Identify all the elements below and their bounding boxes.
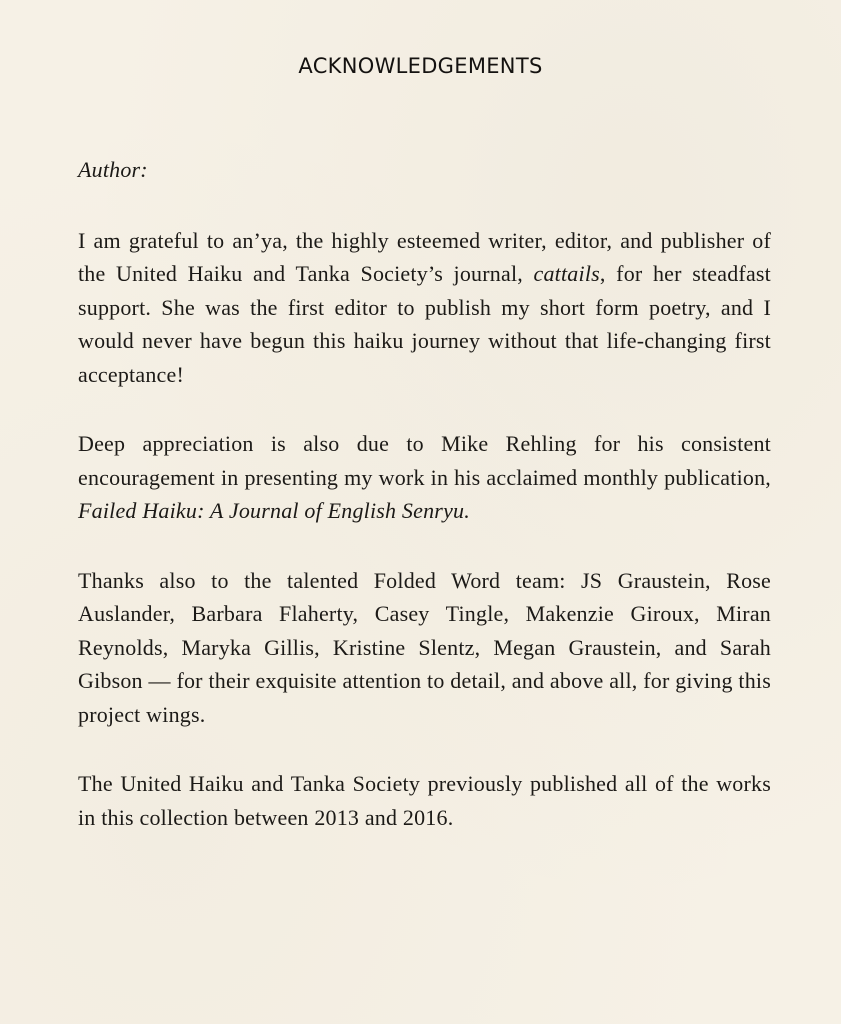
paragraph-mike-rehling — [78, 427, 771, 528]
paragraph-an-ya-text-start: I am grateful to an’ya, the highly esteemed writer, editor, and publisher of the United Haiku and Tanka Society’s journal, — [78, 227, 771, 286]
paragraph-publication-note: The United Haiku and Tanka Society previously published all of the works in this collection between 2013 and 2016. — [78, 771, 771, 830]
journal-title-failed-haiku: Failed Haiku: A Journal of English Senryu. — [78, 498, 470, 523]
paragraph-an-ya-text-end: , for her steadfast support. She was the first editor to publish my short form poetry, and I would never have begun this haiku journey without that life-changing first acceptance! — [78, 261, 771, 387]
paragraph-mike-rehling-text: Deep appreciation is also due to Mike Rehling for his consistent encouragement in presenting my work in his acclaimed monthly publication, — [78, 431, 771, 490]
paragraph-an-ya — [78, 224, 771, 392]
page-heading: ACKNOWLEDGEMENTS — [298, 54, 543, 78]
paragraph-folded-word-team: Thanks also to the talented Folded Word team: JS Graustein, Rose Auslander, Barbara Flaherty, Casey Tingle, Makenzie Giroux, Miran Reynolds, Maryka Gillis, Kristine Slentz, Megan Graustein, and Sarah Gibson — for their exquisite attention to detail, and above all, for giving this project wings. — [78, 567, 771, 727]
journal-title-cattails: cattails — [533, 261, 600, 286]
section-label: Author: — [78, 157, 148, 182]
acknowledgements-body — [78, 153, 771, 834]
